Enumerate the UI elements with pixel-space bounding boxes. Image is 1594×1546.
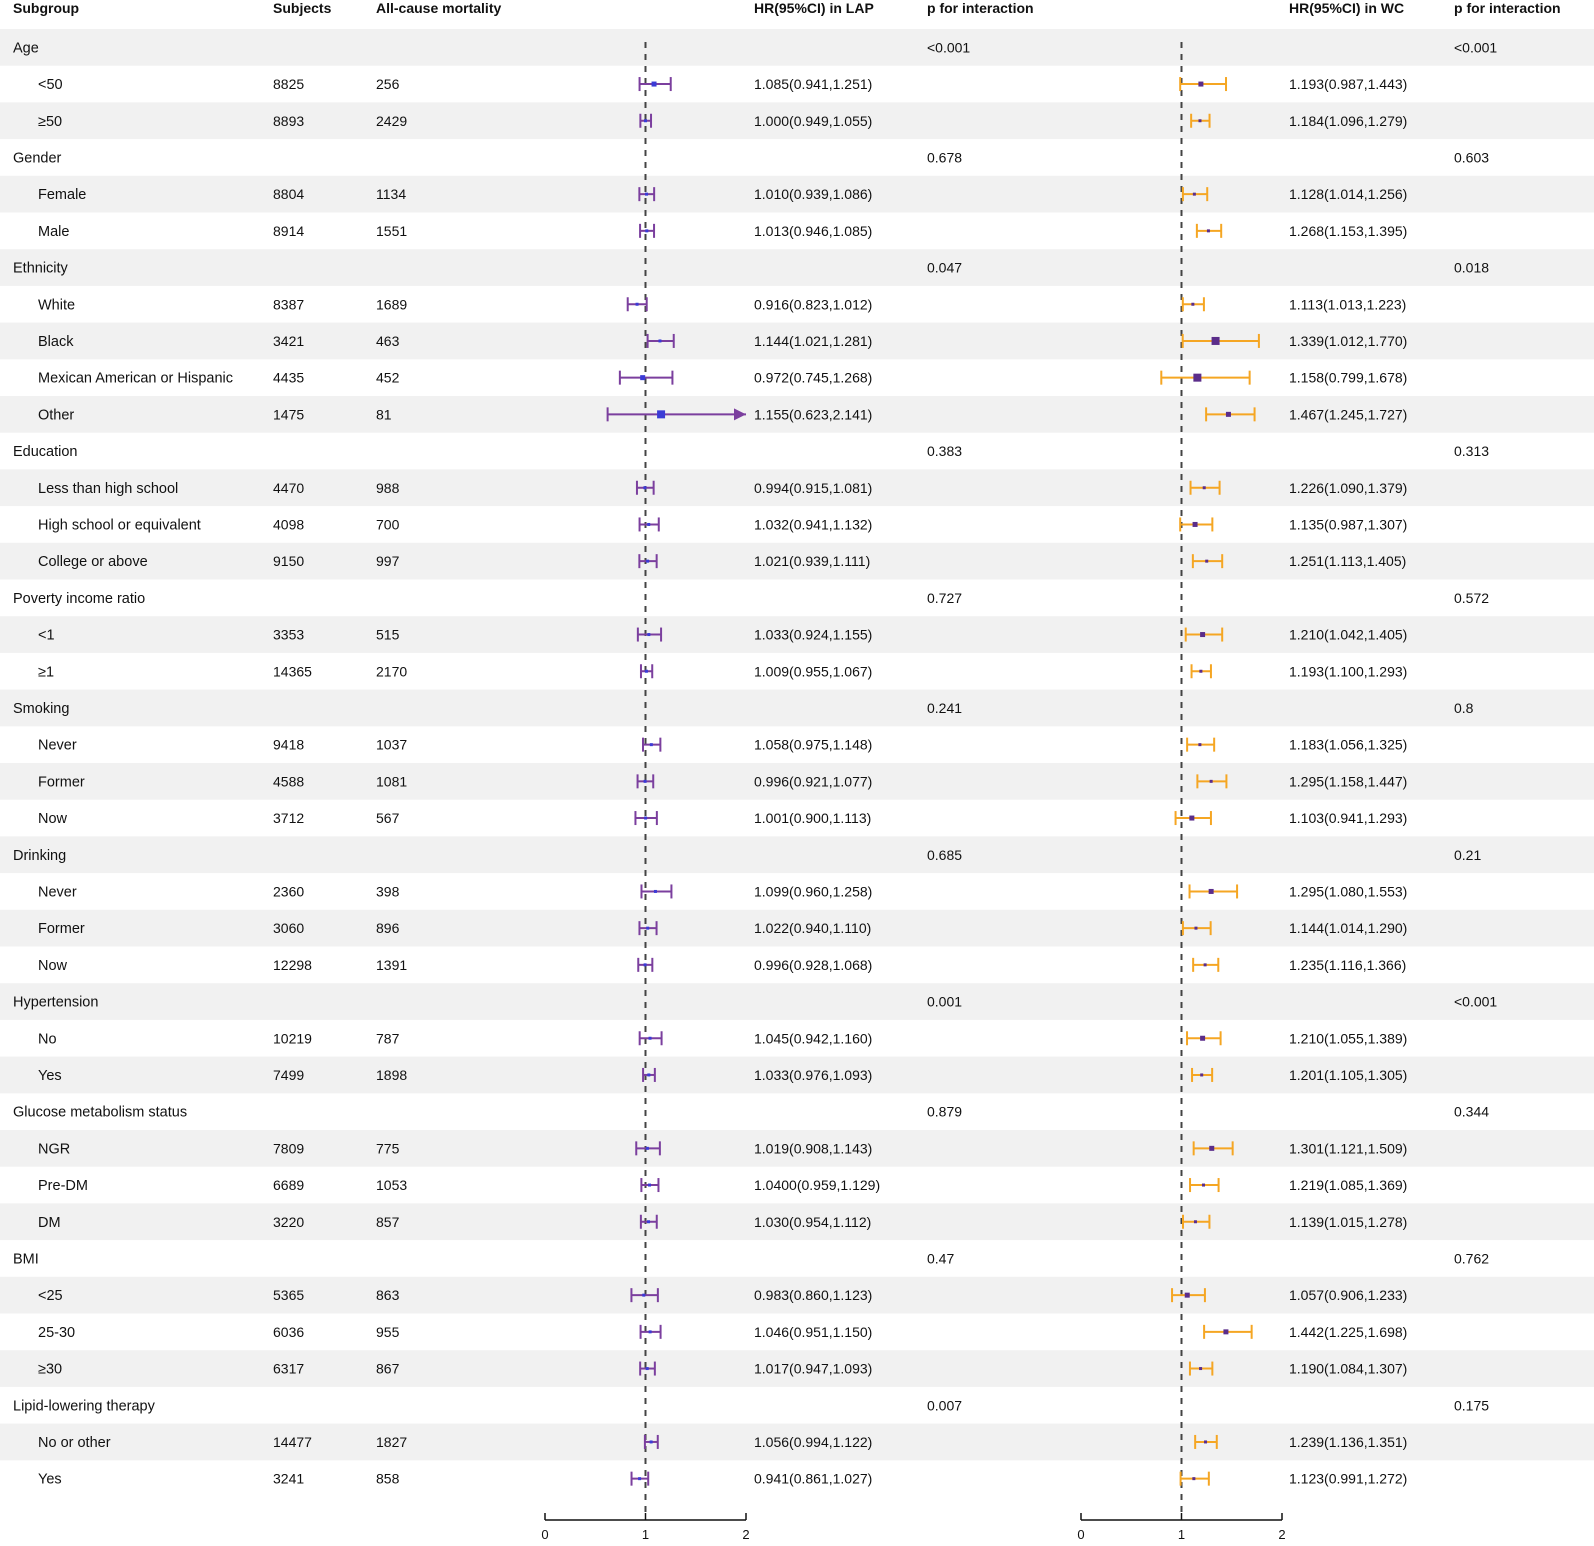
hr-wc-value: 1.226(1.090,1.379)	[1289, 479, 1408, 496]
p-interaction-wc: 0.344	[1454, 1103, 1490, 1120]
p-interaction-wc: 0.175	[1454, 1397, 1490, 1414]
subgroup-label: Now	[38, 811, 68, 828]
row-stripe	[0, 29, 1594, 66]
subgroup-label: NGR	[38, 1141, 71, 1158]
p-interaction-wc: 0.313	[1454, 443, 1490, 460]
hr-lap-value: 0.916(0.823,1.012)	[754, 296, 873, 313]
hr-wc-value: 1.295(1.080,1.553)	[1289, 883, 1408, 900]
hr-lap-value: 1.046(0.951,1.150)	[754, 1323, 873, 1340]
hr-lap-value: 1.017(0.947,1.093)	[754, 1360, 873, 1377]
group-row	[13, 1250, 1489, 1267]
subjects-value: 8825	[273, 76, 305, 93]
hr-lap-value: 1.155(0.623,2.141)	[754, 406, 873, 423]
point-estimate-lap	[645, 193, 648, 196]
mortality-value: 567	[376, 810, 400, 827]
hr-wc-value: 1.219(1.085,1.369)	[1289, 1177, 1408, 1194]
hr-wc-value: 1.158(0.799,1.678)	[1289, 369, 1408, 386]
point-estimate-lap	[647, 523, 650, 526]
point-estimate-wc	[1210, 780, 1213, 783]
subgroup-label: Other	[38, 407, 75, 424]
hr-wc-value: 1.193(0.987,1.443)	[1289, 76, 1408, 93]
subgroup-label: Never	[38, 884, 77, 901]
hr-lap-value: 1.009(0.955,1.067)	[754, 663, 873, 680]
subgroup-label: Less than high school	[38, 480, 179, 497]
subgroup-label: Pre-DM	[38, 1178, 88, 1195]
subjects-value: 14477	[273, 1433, 312, 1450]
mortality-value: 1081	[376, 773, 408, 790]
hr-wc-value: 1.123(0.991,1.272)	[1289, 1470, 1408, 1487]
subgroup-label: College or above	[38, 554, 148, 571]
p-interaction-lap: 0.727	[927, 589, 963, 606]
point-estimate-wc	[1194, 927, 1197, 930]
point-estimate-lap	[652, 82, 657, 87]
p-interaction-lap: 0.241	[927, 699, 963, 716]
p-interaction-wc: 0.572	[1454, 589, 1490, 606]
subgroup-label: Never	[38, 737, 77, 754]
subgroup-label: ≥50	[38, 113, 63, 130]
subjects-value: 4470	[273, 479, 305, 496]
mortality-value: 81	[376, 406, 392, 423]
subjects-value: 3060	[273, 920, 305, 937]
hr-wc-value: 1.268(1.153,1.395)	[1289, 222, 1408, 239]
subjects-value: 9418	[273, 736, 305, 753]
subgroup-label: Former	[38, 921, 85, 938]
point-estimate-lap	[650, 743, 653, 746]
mortality-value: 1053	[376, 1177, 408, 1194]
subjects-value: 3220	[273, 1213, 305, 1230]
point-estimate-lap	[657, 410, 665, 418]
point-estimate-wc	[1202, 1184, 1205, 1187]
hr-lap-value: 1.013(0.946,1.085)	[754, 222, 873, 239]
group-row	[13, 1397, 1489, 1414]
subjects-value: 8914	[273, 222, 305, 239]
hr-lap-value: 1.085(0.941,1.251)	[754, 76, 873, 93]
column-headers	[13, 0, 1561, 16]
hr-lap-value: 0.983(0.860,1.123)	[754, 1287, 873, 1304]
table-row	[38, 370, 1407, 387]
hr-lap-value: 0.996(0.928,1.068)	[754, 956, 873, 973]
subjects-value: 1475	[273, 406, 305, 423]
group-label: Gender	[13, 150, 62, 167]
p-interaction-wc: <0.001	[1454, 39, 1498, 56]
point-estimate-wc	[1194, 1220, 1197, 1223]
p-interaction-wc: 0.603	[1454, 149, 1490, 166]
point-estimate-lap	[649, 1037, 652, 1040]
point-estimate-lap	[643, 486, 646, 489]
subgroup-label: ≥1	[38, 664, 55, 681]
row-stripe	[0, 249, 1594, 286]
subgroup-label: <1	[38, 627, 55, 644]
group-label: BMI	[13, 1251, 39, 1268]
point-estimate-lap	[654, 890, 657, 893]
subgroup-label: High school or equivalent	[38, 517, 201, 534]
subgroup-label: Former	[38, 774, 85, 791]
point-estimate-wc	[1199, 670, 1202, 673]
point-estimate-wc	[1192, 1477, 1195, 1480]
mortality-value: 1898	[376, 1066, 408, 1083]
subgroup-label: DM	[38, 1214, 61, 1231]
subjects-value: 8804	[273, 186, 305, 203]
point-estimate-lap	[646, 1147, 649, 1150]
hr-wc-value: 1.183(1.056,1.325)	[1289, 736, 1408, 753]
hr-lap-value: 1.001(0.900,1.113)	[754, 810, 872, 827]
point-estimate-wc	[1205, 560, 1208, 563]
point-estimate-wc	[1212, 337, 1220, 345]
mortality-value: 867	[376, 1360, 400, 1377]
mortality-value: 1134	[376, 186, 407, 203]
hr-wc-value: 1.128(1.014,1.256)	[1289, 186, 1408, 203]
mortality-value: 988	[376, 479, 400, 496]
point-estimate-lap	[638, 1477, 641, 1480]
group-row	[13, 590, 1489, 607]
hr-lap-value: 1.099(0.960,1.258)	[754, 883, 873, 900]
subgroup-label: Mexican American or Hispanic	[38, 370, 234, 387]
header-hr-lap: HR(95%CI) in LAP	[754, 0, 874, 16]
point-estimate-wc	[1185, 1293, 1190, 1298]
hr-lap-value: 1.022(0.940,1.110)	[754, 920, 872, 937]
table-row	[38, 76, 1407, 93]
hr-wc-value: 1.251(1.113,1.405)	[1289, 553, 1407, 570]
hr-wc-value: 1.103(0.941,1.293)	[1289, 810, 1408, 827]
p-interaction-lap: 0.678	[927, 149, 963, 166]
subgroup-label: Black	[38, 333, 74, 350]
group-label: Glucose metabolism status	[13, 1104, 188, 1121]
mortality-value: 857	[376, 1213, 400, 1230]
point-estimate-wc	[1198, 119, 1201, 122]
p-interaction-lap: 0.879	[927, 1103, 963, 1120]
x-tick-label-lap: 0	[541, 1527, 549, 1542]
point-estimate-wc	[1209, 889, 1214, 894]
subjects-value: 8893	[273, 112, 305, 129]
point-estimate-lap	[644, 817, 647, 820]
hr-lap-value: 1.021(0.939,1.111)	[754, 553, 871, 570]
hr-wc-value: 1.301(1.121,1.509)	[1289, 1140, 1408, 1157]
point-estimate-wc	[1203, 486, 1206, 489]
point-estimate-lap	[644, 119, 647, 122]
subgroup-label: No	[38, 1031, 57, 1048]
point-estimate-wc	[1191, 303, 1194, 306]
hr-wc-value: 1.193(1.100,1.293)	[1289, 663, 1408, 680]
point-estimate-lap	[647, 1220, 650, 1223]
hr-wc-value: 1.135(0.987,1.307)	[1289, 516, 1408, 533]
subjects-value: 5365	[273, 1287, 305, 1304]
mortality-value: 858	[376, 1470, 400, 1487]
point-estimate-lap	[658, 339, 661, 342]
point-estimate-lap	[649, 1330, 652, 1333]
header-subgroup: Subgroup	[13, 0, 80, 16]
mortality-value: 452	[376, 369, 400, 386]
mortality-value: 398	[376, 883, 400, 900]
header-p-wc: p for interaction	[1454, 0, 1561, 16]
p-interaction-lap: <0.001	[927, 39, 971, 56]
point-estimate-wc	[1226, 412, 1231, 417]
hr-lap-value: 1.0400(0.959,1.129)	[754, 1177, 881, 1194]
subjects-value: 2360	[273, 883, 305, 900]
mortality-value: 787	[376, 1030, 400, 1047]
subgroup-label: Now	[38, 957, 68, 974]
hr-lap-value: 1.032(0.941,1.132)	[754, 516, 873, 533]
hr-wc-value: 1.144(1.014,1.290)	[1289, 920, 1408, 937]
hr-wc-value: 1.339(1.012,1.770)	[1289, 332, 1408, 349]
subjects-value: 12298	[273, 956, 312, 973]
mortality-value: 256	[376, 76, 400, 93]
header-mortality: All-cause mortality	[376, 0, 502, 16]
point-estimate-wc	[1198, 82, 1203, 87]
group-row	[13, 443, 1489, 460]
hr-wc-value: 1.235(1.116,1.366)	[1289, 956, 1407, 973]
point-estimate-lap	[646, 927, 649, 930]
table-row	[38, 296, 1406, 313]
group-label: Hypertension	[13, 994, 99, 1011]
mortality-value: 1391	[376, 956, 408, 973]
p-interaction-wc: 0.21	[1454, 846, 1482, 863]
p-interaction-lap: 0.001	[927, 993, 963, 1010]
hr-wc-value: 1.113(1.013,1.223)	[1289, 296, 1407, 313]
point-estimate-wc	[1193, 193, 1196, 196]
mortality-value: 997	[376, 553, 400, 570]
hr-lap-value: 1.033(0.924,1.155)	[754, 626, 873, 643]
mortality-value: 463	[376, 332, 400, 349]
hr-lap-value: 1.030(0.954,1.112)	[754, 1213, 872, 1230]
subjects-value: 6317	[273, 1360, 305, 1377]
table-row	[38, 1324, 1407, 1341]
mortality-value: 2170	[376, 663, 408, 680]
group-label: Age	[13, 40, 39, 57]
p-interaction-wc: <0.001	[1454, 993, 1498, 1010]
subgroup-label: Male	[38, 223, 70, 240]
subjects-value: 6036	[273, 1323, 305, 1340]
table-row	[38, 516, 1407, 533]
subgroup-label: ≥30	[38, 1361, 63, 1378]
point-estimate-wc	[1204, 963, 1207, 966]
point-estimate-lap	[648, 1184, 651, 1187]
point-estimate-wc	[1193, 522, 1198, 527]
header-subjects: Subjects	[273, 0, 332, 16]
subgroup-label: Female	[38, 187, 87, 204]
hr-lap-value: 1.033(0.976,1.093)	[754, 1066, 873, 1083]
subjects-value: 4098	[273, 516, 305, 533]
subjects-value: 7499	[273, 1066, 305, 1083]
header-p-lap: p for interaction	[927, 0, 1034, 16]
group-label: Education	[13, 444, 78, 461]
subjects-value: 6689	[273, 1177, 305, 1194]
point-estimate-wc	[1204, 1440, 1207, 1443]
point-estimate-lap	[645, 229, 648, 232]
mortality-value: 896	[376, 920, 400, 937]
hr-lap-value: 0.996(0.921,1.077)	[754, 773, 873, 790]
point-estimate-wc	[1189, 816, 1194, 821]
table-row	[38, 1030, 1407, 1047]
point-estimate-lap	[645, 670, 648, 673]
subgroup-label: No or other	[38, 1434, 111, 1451]
subjects-value: 3353	[273, 626, 305, 643]
subjects-value: 3421	[273, 332, 305, 349]
hr-wc-value: 1.057(0.906,1.233)	[1289, 1287, 1408, 1304]
x-tick-label-wc: 0	[1077, 1527, 1085, 1542]
mortality-value: 863	[376, 1287, 400, 1304]
table-row	[38, 810, 1407, 827]
mortality-value: 1551	[376, 222, 408, 239]
p-interaction-lap: 0.685	[927, 846, 963, 863]
group-label: Drinking	[13, 847, 67, 864]
table-row	[38, 223, 1407, 240]
x-tick-label-lap: 1	[641, 1527, 650, 1542]
subjects-value: 3241	[273, 1470, 305, 1487]
p-interaction-lap: 0.47	[927, 1250, 955, 1267]
subgroup-label: Yes	[38, 1067, 62, 1084]
mortality-value: 1827	[376, 1433, 408, 1450]
point-estimate-lap	[636, 303, 639, 306]
table-row	[38, 1471, 1407, 1488]
point-estimate-wc	[1193, 374, 1201, 382]
hr-wc-value: 1.139(1.015,1.278)	[1289, 1213, 1408, 1230]
subgroup-label: White	[38, 297, 76, 314]
point-estimate-wc	[1200, 1036, 1205, 1041]
point-estimate-lap	[644, 780, 647, 783]
hr-wc-value: 1.184(1.096,1.279)	[1289, 112, 1408, 129]
row-stripe	[0, 983, 1594, 1020]
hr-lap-value: 1.019(0.908,1.143)	[754, 1140, 873, 1157]
p-interaction-lap: 0.383	[927, 443, 963, 460]
subjects-value: 3712	[273, 810, 305, 827]
hr-lap-value: 1.000(0.949,1.055)	[754, 112, 873, 129]
hr-lap-value: 1.045(0.942,1.160)	[754, 1030, 873, 1047]
header-hr-wc: HR(95%CI) in WC	[1289, 0, 1405, 16]
group-label: Smoking	[13, 700, 70, 717]
mortality-value: 955	[376, 1323, 400, 1340]
table-row	[38, 737, 1407, 754]
hr-lap-value: 1.056(0.994,1.122)	[754, 1433, 873, 1450]
hr-wc-value: 1.210(1.042,1.405)	[1289, 626, 1408, 643]
row-stripe	[0, 836, 1594, 873]
hr-wc-value: 1.442(1.225,1.698)	[1289, 1323, 1408, 1340]
p-interaction-lap: 0.007	[927, 1397, 963, 1414]
subjects-value: 4435	[273, 369, 305, 386]
point-estimate-wc	[1209, 1146, 1214, 1151]
p-interaction-lap: 0.047	[927, 259, 963, 276]
hr-wc-value: 1.239(1.136,1.351)	[1289, 1433, 1408, 1450]
point-estimate-lap	[650, 1440, 653, 1443]
group-row	[13, 149, 1489, 166]
subjects-value: 4588	[273, 773, 305, 790]
table-row	[38, 1177, 1407, 1194]
p-interaction-wc: 0.8	[1454, 699, 1474, 716]
hr-lap-value: 0.994(0.915,1.081)	[754, 479, 873, 496]
hr-lap-value: 1.058(0.975,1.148)	[754, 736, 873, 753]
table-row	[38, 957, 1406, 974]
hr-wc-value: 1.295(1.158,1.447)	[1289, 773, 1408, 790]
table-row	[38, 663, 1407, 680]
subgroup-label: <25	[38, 1288, 63, 1305]
point-estimate-lap	[644, 963, 647, 966]
group-label: Ethnicity	[13, 260, 68, 277]
hr-lap-value: 0.972(0.745,1.268)	[754, 369, 873, 386]
hr-wc-value: 1.201(1.105,1.305)	[1289, 1066, 1408, 1083]
subjects-value: 7809	[273, 1140, 305, 1157]
point-estimate-lap	[646, 560, 649, 563]
mortality-value: 1689	[376, 296, 408, 313]
group-label: Lipid-lowering therapy	[13, 1398, 155, 1415]
hr-wc-value: 1.467(1.245,1.727)	[1289, 406, 1408, 423]
point-estimate-lap	[647, 633, 650, 636]
x-tick-label-lap: 2	[742, 1527, 750, 1542]
point-estimate-wc	[1200, 632, 1205, 637]
mortality-value: 2429	[376, 112, 408, 129]
point-estimate-lap	[640, 375, 645, 380]
point-estimate-wc	[1199, 1367, 1202, 1370]
hr-lap-value: 0.941(0.861,1.027)	[754, 1470, 873, 1487]
point-estimate-lap	[647, 1073, 650, 1076]
row-stripe	[0, 690, 1594, 727]
subjects-value: 14365	[273, 663, 312, 680]
subjects-value: 8387	[273, 296, 305, 313]
mortality-value: 700	[376, 516, 400, 533]
point-estimate-wc	[1223, 1329, 1228, 1334]
point-estimate-lap	[642, 1294, 645, 1297]
subgroup-label: 25-30	[38, 1324, 76, 1341]
x-tick-label-wc: 1	[1177, 1527, 1186, 1542]
mortality-value: 775	[376, 1140, 400, 1157]
point-estimate-wc	[1207, 229, 1210, 232]
point-estimate-lap	[646, 1367, 649, 1370]
mortality-value: 515	[376, 626, 400, 643]
mortality-value: 1037	[376, 736, 408, 753]
hr-lap-value: 1.010(0.939,1.086)	[754, 186, 873, 203]
subgroup-label: <50	[38, 77, 63, 94]
group-label: Poverty income ratio	[13, 590, 146, 607]
x-tick-label-wc: 2	[1278, 1527, 1286, 1542]
p-interaction-wc: 0.762	[1454, 1250, 1490, 1267]
group-row	[13, 1104, 1489, 1121]
point-estimate-wc	[1198, 743, 1201, 746]
p-interaction-wc: 0.018	[1454, 259, 1490, 276]
table-row	[38, 883, 1407, 900]
x-axes	[541, 1513, 1285, 1542]
hr-lap-value: 1.144(1.021,1.281)	[754, 332, 873, 349]
subjects-value: 10219	[273, 1030, 312, 1047]
hr-wc-value: 1.210(1.055,1.389)	[1289, 1030, 1408, 1047]
hr-wc-value: 1.190(1.084,1.307)	[1289, 1360, 1408, 1377]
point-estimate-wc	[1200, 1073, 1203, 1076]
subgroup-label: Yes	[38, 1471, 62, 1488]
subjects-value: 9150	[273, 553, 305, 570]
